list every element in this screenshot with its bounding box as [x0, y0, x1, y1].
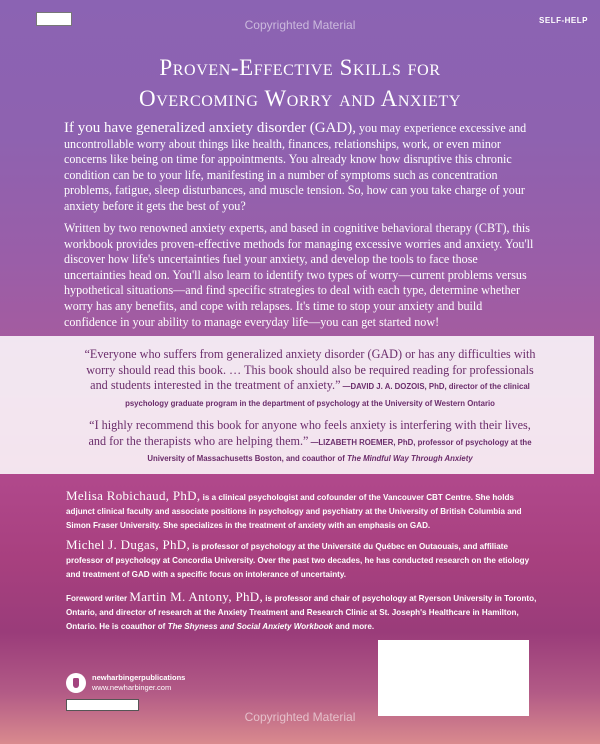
foreword-bio-text: is professor and chair of psychology at Ryerson University in Toronto, Ontario, and director of research at the Anxiety Treatment and Research Clinic at St. Joseph's Healthcare in Hamilton, Ontario. He is coauthor of — [66, 594, 537, 631]
author-bio-robichaud-text: is a clinical psychologist and cofounder of the Vancouver CBT Centre. She holds adjunct clinical faculty and associate positions in psychology and psychiatry at the University of British Columbia and Simon Fraser University. She specializes in the treatment of anxiety with an emphasis on GAD. — [66, 493, 522, 530]
author-name-dugas: Michel J. Dugas, PhD, — [66, 537, 191, 552]
testimonial-2-text: “I highly recommend this book for anyone who feels anxiety is interfering with their lives, and for the therapists who are helping them.” — [88, 418, 531, 448]
foreword-bio-antony — [66, 590, 542, 634]
testimonial-1-text: “Everyone who suffers from generalized anxiety disorder (GAD) or has any difficulties with worry should read this book. … This book should also be required reading for professionals and students interested in the treatment of anxiety.” — [84, 347, 536, 393]
description-paragraph: Written by two renowned anxiety experts, and based in cognitive behavioral therapy (CBT), this workbook provides proven-effective methods for managing excessive worries and anxiety. You'll discover how life's uncertainties fuel your anxiety, and develop the tools to face those uncertainties head on. You'll also learn to identify two types of worry—current problems versus hypothetical situations—and find specific strategies to deal with each type, determine whether worry has any benefits, and cope with relapses. It's time to stop your anxiety and build confidence in your ability to manage everyday life—you can get started now! — [64, 221, 534, 329]
testimonial-2-attribution: —LIZABETH ROEMER, PhD, professor of psychology at the University of Massachusetts Boston, and coauthor of — [147, 437, 532, 464]
foreword-name-antony: Martin M. Antony, PhD, — [129, 589, 264, 604]
watermark-bottom: Copyrighted Material — [244, 710, 356, 724]
barcode-box — [378, 640, 529, 716]
publisher-url: www.newharbinger.com — [92, 683, 172, 692]
publisher-logo-icon — [66, 673, 86, 693]
publisher-block — [66, 673, 185, 693]
headline — [0, 52, 600, 114]
author-bio-robichaud — [66, 489, 542, 533]
testimonial-1 — [80, 347, 540, 411]
intro-text: you may experience excessive and uncontrollable worry about things like health, finances, relationships, work, or even minor concerns like being on time for appointments. You already know how disruptive this chronic condition can be to your life, manifesting in a number of symptoms such as concentration problems, fatigue, sleep disturbances, and muscle tension. So, how can you take charge of your anxiety before it gets the best of you? — [64, 121, 527, 213]
category-label: SELF-HELP — [539, 16, 588, 25]
author-bio-dugas-text: is professor of psychology at the Université du Québec en Outaouais, and affiliate professor of psychology at Concordia University. Over the past two decades, he has conducted research on the etiology and treatment of GAD with a specific focus on intolerance of uncertainty. — [66, 542, 530, 579]
testimonial-1-attribution: —DAVID J. A. DOZOIS, PhD, director of the clinical psychology graduate program in the department of psychology at the University of Western Ontario — [125, 382, 530, 408]
headline-line-1: Proven-Effective Skills for — [159, 55, 441, 80]
author-bio-dugas — [66, 538, 542, 582]
foreword-bio-suffix: and more. — [333, 622, 375, 631]
testimonial-2 — [80, 418, 540, 467]
intro-paragraph — [64, 121, 538, 215]
intro-lead: If you have generalized anxiety disorder (GAD), — [64, 120, 356, 136]
testimonial-2-book: The Mindful Way Through Anxiety — [347, 454, 473, 464]
publisher-name: newharbingerpublications — [92, 673, 186, 682]
foreword-book-title: The Shyness and Social Anxiety Workbook — [167, 622, 334, 631]
watermark-top: Copyrighted Material — [244, 18, 356, 32]
headline-line-2: Overcoming Worry and Anxiety — [139, 86, 461, 111]
author-name-robichaud: Melisa Robichaud, PhD, — [66, 488, 201, 503]
foreword-prefix: Foreword writer — [66, 594, 130, 603]
